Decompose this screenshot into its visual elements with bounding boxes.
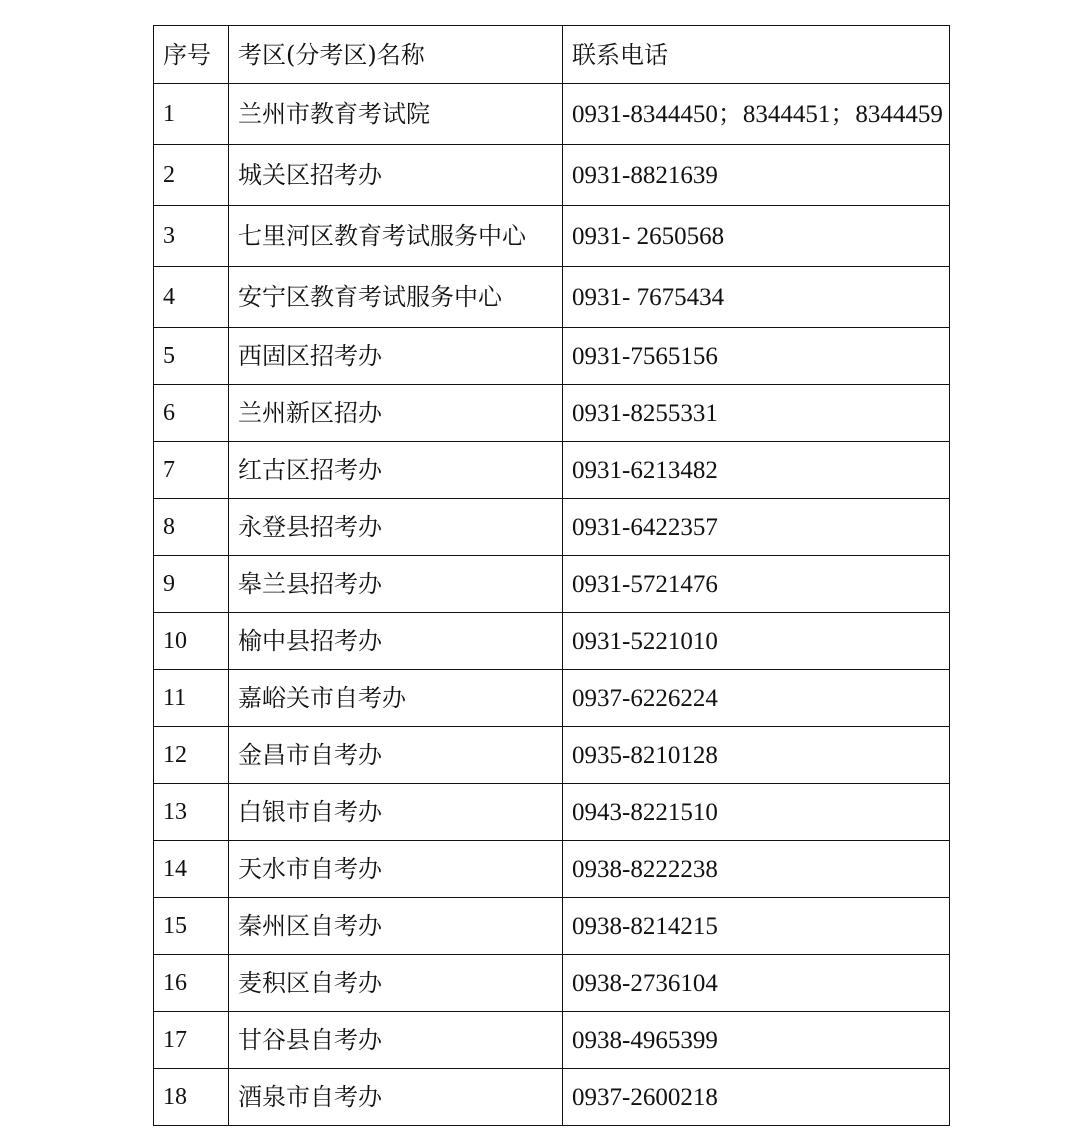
row-serial-number: 3 (154, 206, 229, 267)
row-serial-number: 4 (154, 267, 229, 328)
row-contact-phone: 0931-6422357 (563, 499, 950, 556)
table-row (154, 613, 950, 670)
row-contact-phone: 0943-8221510 (563, 784, 950, 841)
row-exam-area-name: 城关区招考办 (229, 145, 563, 206)
row-contact-phone: 0938-8214215 (563, 898, 950, 955)
row-contact-phone: 0931-8821639 (563, 145, 950, 206)
table-row (154, 727, 950, 784)
row-serial-number: 14 (154, 841, 229, 898)
row-serial-number: 1 (154, 84, 229, 145)
table-row (154, 784, 950, 841)
row-serial-number: 9 (154, 556, 229, 613)
table-row (154, 955, 950, 1012)
row-exam-area-name: 秦州区自考办 (229, 898, 563, 955)
row-serial-number: 8 (154, 499, 229, 556)
row-serial-number: 18 (154, 1069, 229, 1126)
row-serial-number: 6 (154, 385, 229, 442)
row-exam-area-name: 安宁区教育考试服务中心 (229, 267, 563, 328)
row-serial-number: 15 (154, 898, 229, 955)
table-row (154, 1012, 950, 1069)
row-contact-phone: 0931-7565156 (563, 328, 950, 385)
row-exam-area-name: 甘谷县自考办 (229, 1012, 563, 1069)
table-row (154, 385, 950, 442)
table-row (154, 898, 950, 955)
row-contact-phone: 0931-5721476 (563, 556, 950, 613)
row-exam-area-name: 七里河区教育考试服务中心 (229, 206, 563, 267)
row-exam-area-name: 榆中县招考办 (229, 613, 563, 670)
table-row (154, 442, 950, 499)
row-serial-number: 13 (154, 784, 229, 841)
table-row (154, 499, 950, 556)
table-row (154, 328, 950, 385)
row-contact-phone: 0937-6226224 (563, 670, 950, 727)
row-exam-area-name: 天水市自考办 (229, 841, 563, 898)
row-exam-area-name: 皋兰县招考办 (229, 556, 563, 613)
row-contact-phone: 0931-6213482 (563, 442, 950, 499)
row-exam-area-name: 白银市自考办 (229, 784, 563, 841)
row-serial-number: 11 (154, 670, 229, 727)
row-serial-number: 7 (154, 442, 229, 499)
row-exam-area-name: 麦积区自考办 (229, 955, 563, 1012)
row-serial-number: 12 (154, 727, 229, 784)
row-exam-area-name: 金昌市自考办 (229, 727, 563, 784)
row-contact-phone: 0938-2736104 (563, 955, 950, 1012)
table-row (154, 206, 950, 267)
row-contact-phone: 0938-8222238 (563, 841, 950, 898)
row-exam-area-name: 永登县招考办 (229, 499, 563, 556)
table-row (154, 841, 950, 898)
table-row (154, 145, 950, 206)
row-contact-phone: 0935-8210128 (563, 727, 950, 784)
row-exam-area-name: 西固区招考办 (229, 328, 563, 385)
exam-office-contact-table (153, 25, 950, 1126)
table-row (154, 556, 950, 613)
row-contact-phone: 0937-2600218 (563, 1069, 950, 1126)
row-serial-number: 5 (154, 328, 229, 385)
row-serial-number: 16 (154, 955, 229, 1012)
row-serial-number: 10 (154, 613, 229, 670)
row-exam-area-name: 红古区招考办 (229, 442, 563, 499)
row-serial-number: 17 (154, 1012, 229, 1069)
row-exam-area-name: 兰州新区招办 (229, 385, 563, 442)
row-contact-phone: 0931- 2650568 (563, 206, 950, 267)
header-serial-number: 序号 (154, 26, 229, 84)
table-row (154, 84, 950, 145)
row-exam-area-name: 酒泉市自考办 (229, 1069, 563, 1126)
table-row (154, 267, 950, 328)
row-contact-phone: 0931-8255331 (563, 385, 950, 442)
row-contact-phone: 0931-8344450；8344451；8344459 (563, 84, 950, 145)
row-exam-area-name: 嘉峪关市自考办 (229, 670, 563, 727)
table-header-row (154, 26, 950, 84)
row-serial-number: 2 (154, 145, 229, 206)
row-contact-phone: 0938-4965399 (563, 1012, 950, 1069)
header-exam-area-name: 考区(分考区)名称 (229, 26, 563, 84)
header-contact-phone: 联系电话 (563, 26, 950, 84)
table-row (154, 670, 950, 727)
row-exam-area-name: 兰州市教育考试院 (229, 84, 563, 145)
row-contact-phone: 0931-5221010 (563, 613, 950, 670)
row-contact-phone: 0931- 7675434 (563, 267, 950, 328)
table-row (154, 1069, 950, 1126)
